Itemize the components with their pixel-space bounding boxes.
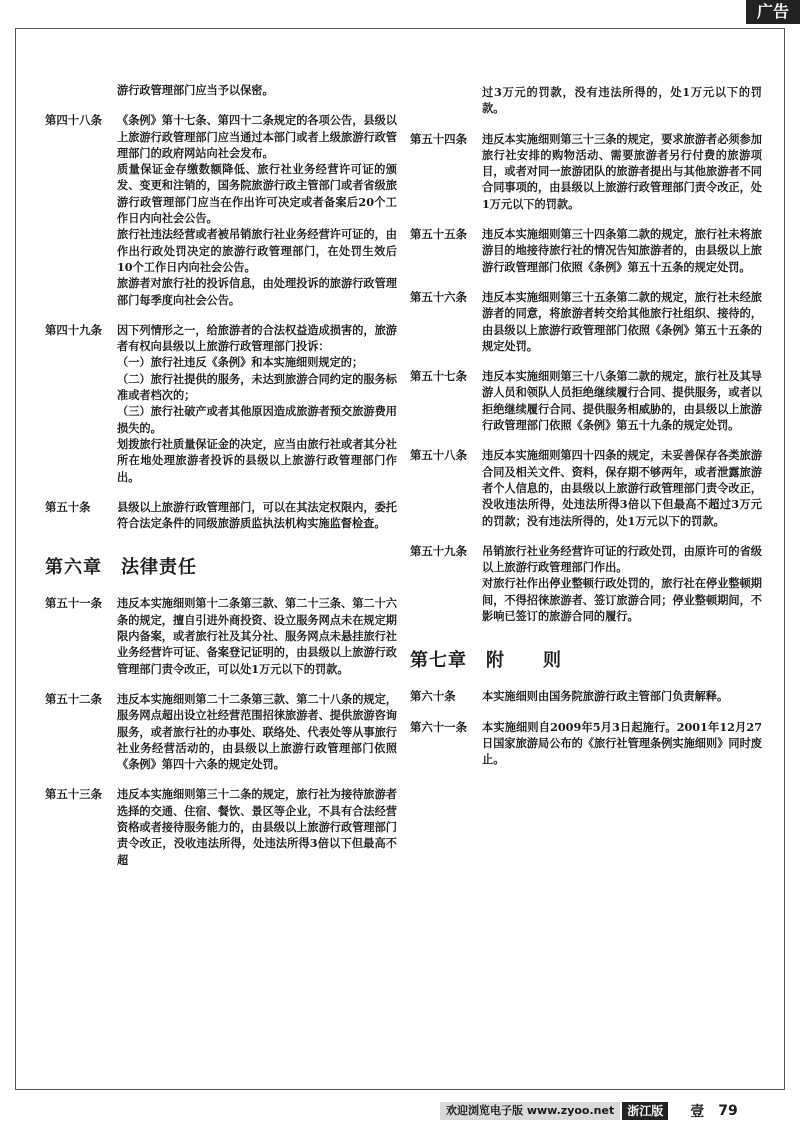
left-column	[45, 82, 397, 882]
article-54	[410, 131, 762, 212]
article-48	[45, 112, 397, 308]
article-label: 第五十八条	[410, 448, 467, 463]
article-paragraph: （三）旅行社破产或者其他原因造成旅游者预交旅游费用损失的。	[117, 404, 397, 435]
article-paragraph: 本实施细则自2009年5月3日起施行。2001年12月27日国家旅游局公布的《旅行社管理条例实施细则》同时废止。	[482, 719, 762, 767]
footer-brand: 浙江版	[622, 1102, 668, 1120]
chapter-heading: 第七章 附 则	[410, 650, 562, 672]
article-label: 第五十二条	[45, 691, 102, 706]
article-paragraph: 违反本实施细则第十二条第三款、第二十三条、第二十六条的规定，擅自引进外商投资、设立服务网点未在规定期限内备案，或者旅行社及其分社、服务网点未悬挂旅行社业务经营许可证、备案登记证明的，由县级以上旅游行政管理部门责令改正，可以处1万元以下的罚款。	[117, 596, 397, 676]
article-49	[45, 322, 397, 485]
article-paragraph: 划拨旅行社质量保证金的决定，应当由旅行社或者其分社所在地处理旅游者投诉的县级以上旅游行政管理部门作出。	[117, 436, 397, 484]
article-57	[410, 368, 762, 433]
article-paragraph: 违反本实施细则第三十四条第二款的规定，旅行社未将旅游目的地接待旅行社的情况告知旅游者的，由县级以上旅游行政管理部门依照《条例》第五十五条的规定处罚。	[482, 227, 762, 274]
article-paragraph: 本实施细则由国务院旅游行政主管部门负责解释。	[482, 689, 729, 704]
article-label: 第五十三条	[45, 787, 102, 802]
article-55	[410, 226, 762, 275]
article-paragraph: 对旅行社作出停业整顿行政处罚的，旅行社在停业整顿期间，不得招徕旅游者、签订旅游合同；停业整顿期间，不影响已签订的旅游合同的履行。	[482, 576, 762, 624]
article-label: 第四十八条	[45, 113, 102, 128]
article-paragraph: 因下列情形之一，给旅游者的合法权益造成损害的，旅游者有权向县级以上旅游行政管理部门投诉：	[117, 322, 397, 354]
article-paragraph: 违反本实施细则第三十八条第二款的规定，旅行社及其导游人员和领队人员拒绝继续履行合同、提供服务，或者以拒绝继续履行合同、提供服务相威胁的，由县级以上旅游行政管理部门依照《条例》第五十九条的规定处罚。	[482, 369, 762, 433]
chapter-heading: 第六章 法律责任	[45, 557, 197, 579]
right-column	[410, 84, 762, 782]
article-51	[45, 595, 397, 676]
footer-mark: 壹	[690, 1104, 705, 1120]
article-label: 第五十四条	[410, 131, 467, 146]
article-label: 第五十条	[45, 499, 91, 514]
article-label: 第五十七条	[410, 369, 467, 384]
footer-site-link[interactable]: 欢迎浏览电子版 www.zyoo.net	[440, 1102, 620, 1120]
article-paragraph: 违反本实施细则第四十四条的规定，未妥善保存各类旅游合同及相关文件、资料，保存期不够两年，或者泄露旅游者个人信息的，由县级以上旅游行政管理部门责令改正，没收违法所得，处违法所得3倍以下但最高不超过3万元的罚款；没有违法所得的，处1万元以下的罚款。	[482, 448, 762, 528]
ad-label: 广告	[746, 0, 800, 24]
article-paragraph: 旅游者对旅行社的投诉信息，由处理投诉的旅游行政管理部门每季度向社会公告。	[117, 276, 397, 307]
article-paragraph: 违反本实施细则第二十二条第三款、第二十八条的规定，服务网点超出设立社经营范围招徕旅游者、提供旅游咨询服务，或者旅行社的办事处、联络处、代表处等从事旅行社业务经营活动的，由县级以上旅游行政管理部门依照《条例》第四十六条的规定处罚。	[117, 691, 397, 772]
article-label: 第六十一条	[410, 719, 467, 734]
article-label: 第六十条	[410, 689, 456, 704]
article-58	[410, 447, 762, 528]
page-footer	[440, 1102, 738, 1120]
article-paragraph: 吊销旅行社业务经营许可证的行政处罚，由原许可的省级以上旅游行政管理部门作出。	[482, 543, 762, 575]
article-label: 第四十九条	[45, 322, 102, 337]
article-59	[410, 543, 762, 624]
article-paragraph: 县级以上旅游行政管理部门，可以在其法定权限内，委托符合法定条件的同级旅游质监执法机构实施监督检查。	[117, 499, 397, 531]
page-number: 79	[718, 1103, 738, 1119]
article-label: 第五十一条	[45, 596, 102, 611]
article-paragraph: 违反本实施细则第三十二条的规定，旅行社为接待旅游者选择的交通、住宿、餐饮、景区等企业，不具有合法经营资格或者接待服务能力的，由县级以上旅游行政管理部门责令改正，没收违法所得，处违法所得3倍以下但最高不超	[117, 787, 397, 867]
article-label: 第五十六条	[410, 289, 467, 304]
article-paragraph: 旅行社违法经营或者被吊销旅行社业务经营许可证的，由作出行政处罚决定的旅游行政管理部门，在处罚生效后10个工作日内向社会公告。	[117, 227, 397, 274]
continuation-text: 过3万元的罚款，没有违法所得的，处1万元以下的罚款。	[482, 85, 762, 116]
article-paragraph: 违反本实施细则第三十三条的规定，要求旅游者必须参加旅行社安排的购物活动、需要旅游者另行付费的旅游项目，或者对同一旅游团队的旅游者提出与其他旅游者不同合同事项的，由县级以上旅游行政管理部门责令改正，处1万元以下的罚款。	[482, 131, 762, 211]
article-60	[410, 688, 762, 704]
article-50	[45, 499, 397, 532]
article-label: 第五十五条	[410, 227, 467, 242]
article-paragraph: （一）旅行社违反《条例》和本实施细则规定的；	[117, 355, 364, 370]
article-paragraph: 质量保证金存缴数额降低、旅行社业务经营许可证的颁发、变更和注销的，国务院旅游行政主管部门或者省级旅游行政管理部门应当在作出许可决定或者备案后20个工作日内向社会公告。	[117, 162, 397, 226]
article-56	[410, 289, 762, 354]
article-61	[410, 719, 762, 768]
article-paragraph: （二）旅行社提供的服务，未达到旅游合同约定的服务标准或者档次的；	[117, 371, 397, 403]
article-52	[45, 691, 397, 772]
continuation-text: 游行政管理部门应当予以保密。	[117, 83, 274, 97]
article-53	[45, 786, 397, 867]
article-label: 第五十九条	[410, 543, 467, 558]
article-paragraph: 违反本实施细则第三十五条第二款的规定，旅行社未经旅游者的同意，将旅游者转交给其他旅行社组织、接待的，由县级以上旅游行政管理部门依照《条例》第五十五条的规定处罚。	[482, 289, 762, 353]
article-paragraph: 《条例》第十七条、第四十二条规定的各项公告，县级以上旅游行政管理部门应当通过本部门或者上级旅游行政管理部门的政府网站向社会发布。	[117, 113, 397, 160]
